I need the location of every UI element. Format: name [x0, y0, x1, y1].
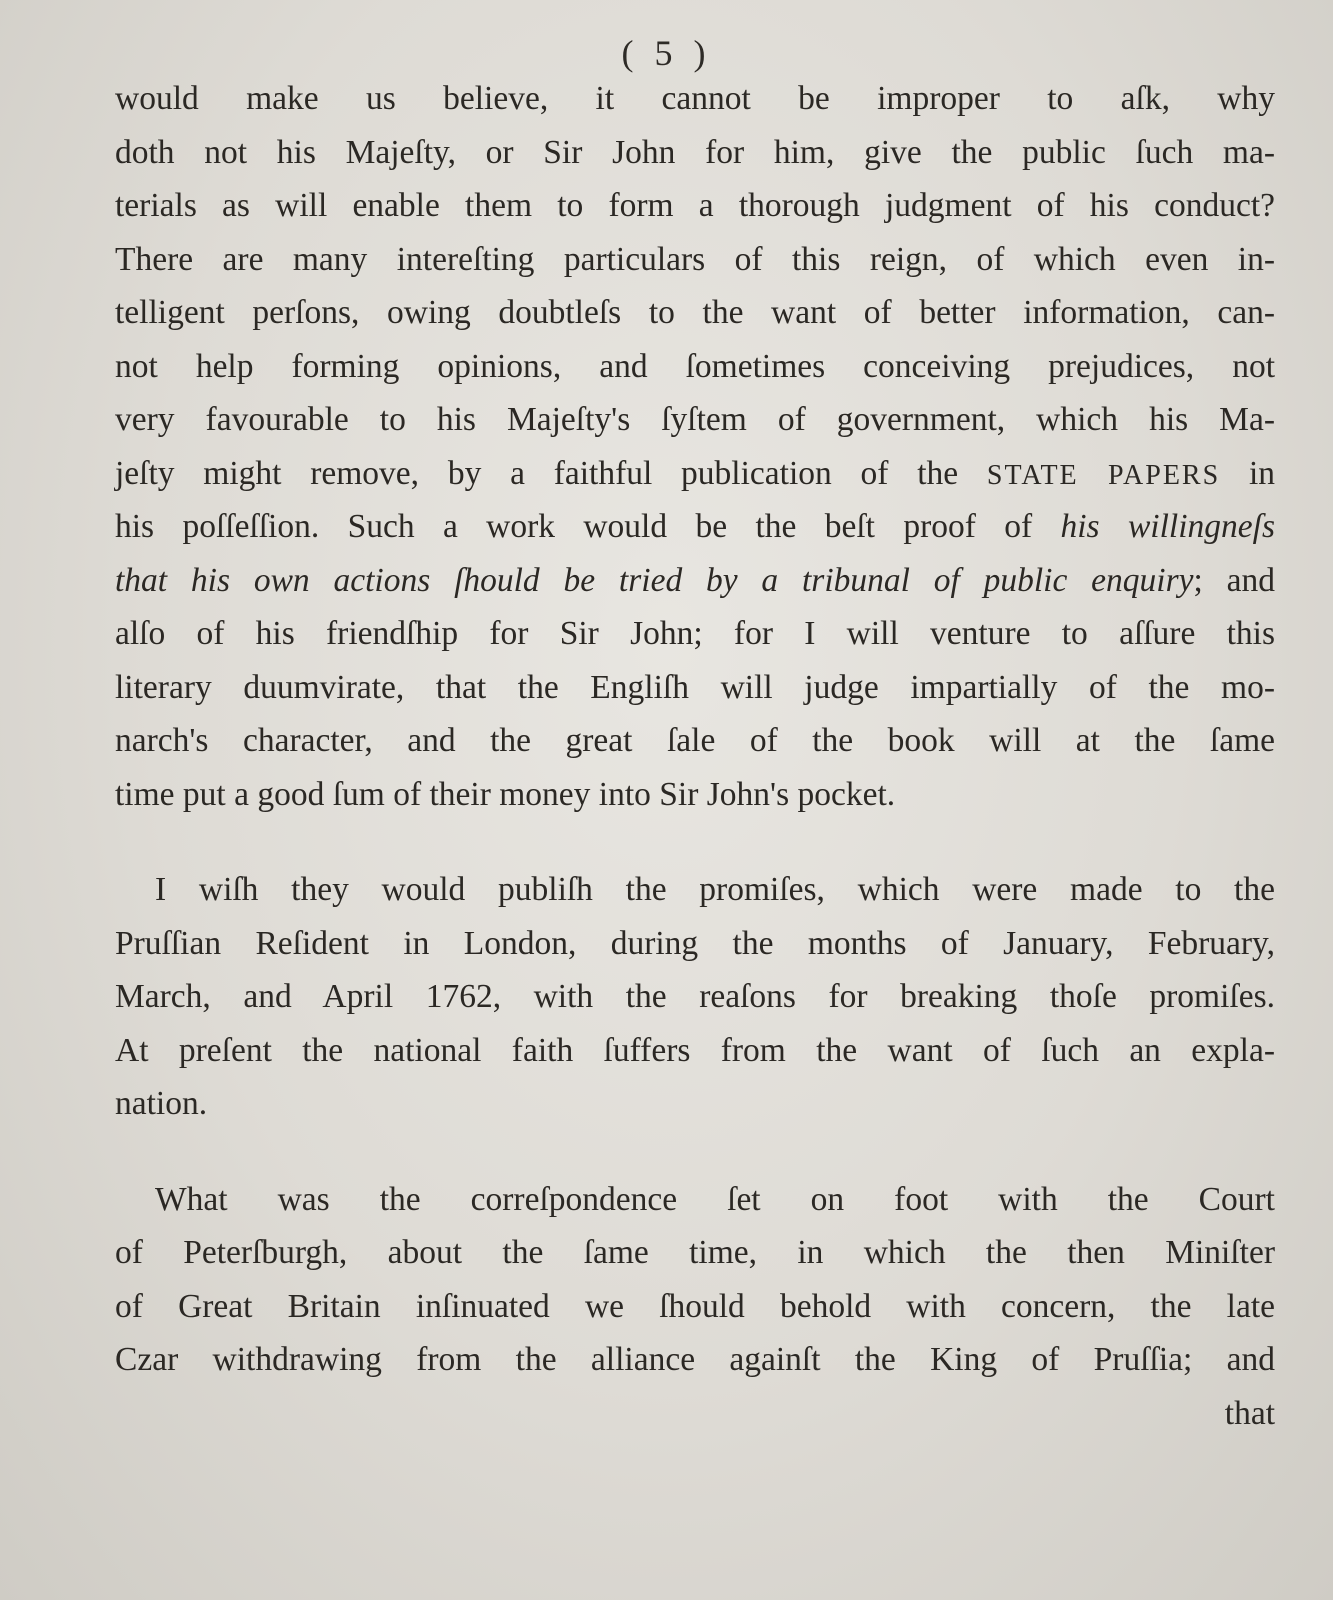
text-line: What was the correſpondence ſet on foot with the Court [155, 1180, 1275, 1218]
italic-text: his willingneſs [1060, 508, 1275, 545]
text-line: narch's character, and the great ſale of the book will at the ſame [115, 722, 1275, 759]
text-line: nation. [115, 1085, 208, 1122]
text-line: At preſent the national faith ſuffers from the want of ſuch an expla- [115, 1031, 1275, 1069]
text-line: doth not his Majeſty, or Sir John for him, give the public ſuch ma- [115, 133, 1275, 171]
text-line: of Peterſburgh, about the ſame time, in which the then Miniſter [115, 1234, 1275, 1271]
text-run: in [1220, 454, 1276, 492]
text-line: literary duumvirate, that the Engliſh will judge impartially of the mo- [115, 668, 1275, 706]
text-run: ; and [1193, 561, 1275, 599]
text-line: time put a good ſum of their money into Sir John's pocket. [115, 775, 896, 813]
text-run: his poſſeſſion. Such a work would be the beſt proof of [115, 508, 1061, 545]
text-line: not help forming opinions, and ſometimes conceiving prejudices, not [115, 347, 1275, 385]
text-line: I wiſh they would publiſh the promiſes, which were made to the [155, 871, 1275, 908]
small-caps-text: STATE PAPERS [986, 459, 1221, 491]
text-line: very favourable to his Majeſty's ſyſtem of government, which his Ma- [115, 401, 1275, 438]
page-number: ( 5 ) [621, 33, 712, 73]
text-line: Pruſſian Reſident in London, during the months of January, February, [115, 924, 1275, 962]
text-line: alſo of his friendſhip for Sir John; for I will venture to aſſure this [115, 615, 1275, 652]
text-line: There are many intereſting particulars of this reign, of which even in- [115, 240, 1275, 278]
text-line: Czar withdrawing from the alliance againſt the King of Pruſſia; and [115, 1341, 1275, 1378]
italic-text: that his own actions ſhould be tried by a tribunal of public enquiry [115, 561, 1194, 599]
text-line [115, 554, 1275, 608]
text-line: would make us believe, it cannot be improper to aſk, why [115, 80, 1275, 117]
text-run: jeſty might remove, by a faithful publication of the [115, 454, 987, 492]
text-line [115, 500, 1275, 554]
body-text [115, 72, 1275, 1440]
text-line [115, 447, 1275, 501]
text-line: of Great Britain inſinuated we ſhould behold with concern, the late [115, 1287, 1275, 1325]
text-line: March, and April 1762, with the reaſons for breaking thoſe promiſes. [115, 978, 1275, 1015]
catchword: that [1224, 1394, 1275, 1432]
text-line: terials as will enable them to form a thorough judgment of his conduct? [115, 187, 1275, 224]
text-line: telligent perſons, owing doubtleſs to the want of better information, can- [115, 294, 1275, 331]
